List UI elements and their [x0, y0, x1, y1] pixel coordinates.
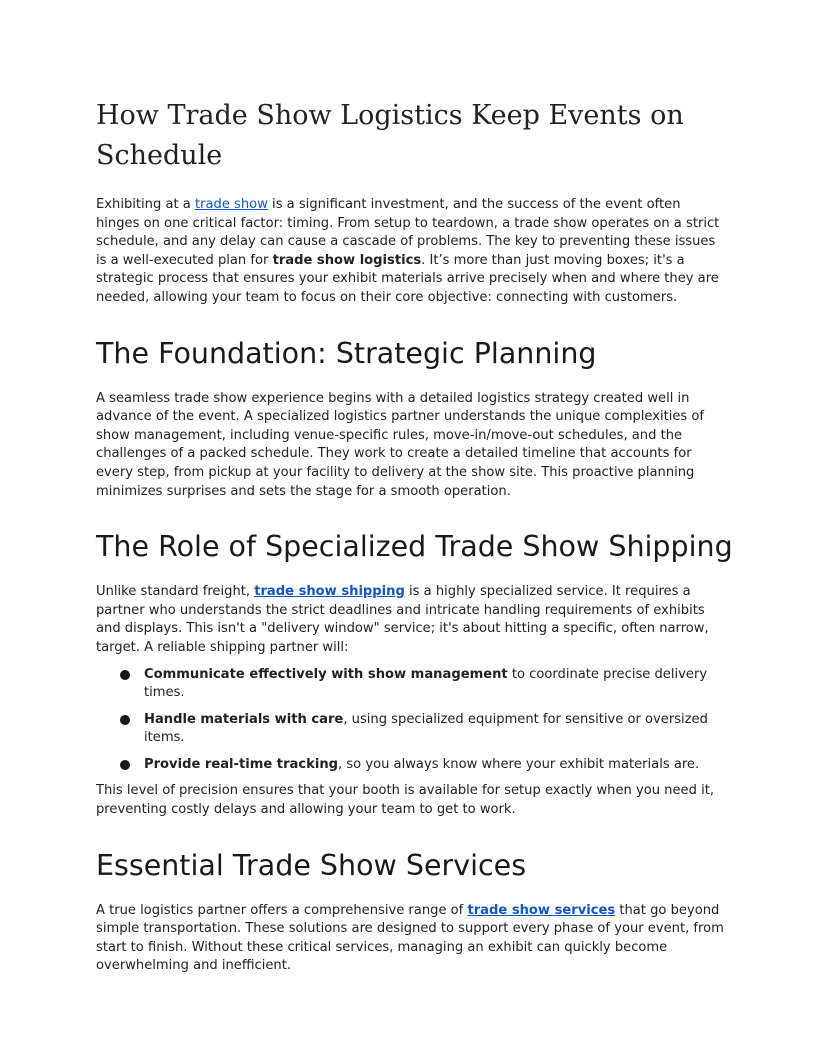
bullet-icon: [120, 715, 130, 725]
shipping-text-pre: Unlike standard freight,: [96, 584, 255, 600]
trade-show-shipping-link[interactable]: trade show shipping: [254, 584, 405, 600]
list-item-bold: Provide real-time tracking: [144, 756, 339, 772]
list-item-bold: Communicate effectively with show management: [144, 666, 508, 682]
bullet-icon: [120, 670, 130, 680]
section-planning-body: A seamless trade show experience begins with a detailed logistics strategy created well in advance of the event. A specialized logistics partner understands the unique complexities of show management, including venue-specific rules, move-in/move-out schedules, and the challenges of a packed schedule. They work to create a detailed timeline that accounts for every step, from pickup at your facility to delivery at the show site. This proactive planning minimizes surprises and sets the stage for a smooth operation.: [96, 390, 705, 499]
section-shipping-intro: [96, 583, 724, 657]
list-item-text: to coordinate precise delivery times.: [144, 666, 708, 701]
list-item-text: , using specialized equipment for sensitive or oversized items.: [144, 711, 708, 746]
section-shipping-outro: This level of precision ensures that your booth is available for setup exactly when you need it, preventing costly delays and allowing your team to get to work.: [96, 783, 715, 818]
trade-show-services-link[interactable]: trade show services: [467, 902, 616, 918]
intro-text-pre: Exhibiting at a: [96, 197, 195, 212]
page-title: How Trade Show Logistics Keep Events on Schedule: [96, 100, 684, 171]
list-item: [96, 756, 724, 775]
intro-text-post: . It’s more than just moving boxes; it's a strategic process that ensures your exhibit materials arrive precisely when and where they are needed, allowing your team to focus on their core objective: connecting with customers.: [96, 252, 719, 305]
shipping-partner-list: [96, 666, 724, 775]
bullet-icon: [120, 760, 130, 770]
intro-bold-term: trade show logistics: [272, 252, 422, 268]
list-item: [96, 666, 724, 703]
trade-show-link[interactable]: trade show: [194, 197, 268, 212]
services-text-pre: A true logistics partner offers a comprehensive range of: [96, 902, 468, 918]
list-item: [96, 711, 724, 748]
section-heading-shipping: The Role of Specialized Trade Show Shipping: [96, 530, 733, 564]
document-page: [96, 96, 733, 976]
intro-text-mid: is a significant investment, and the success of the event often hinges on one critical factor: timing. From setup to teardown, a trade show operates on a strict schedule, and any delay can cause a cascade of problems. The key to preventing these issues is a well-executed plan for: [96, 197, 720, 268]
list-item-text: , so you always know where your exhibit materials are.: [338, 756, 700, 772]
intro-paragraph: [96, 196, 724, 308]
section-services-body: [96, 902, 724, 976]
list-item-bold: Handle materials with care: [144, 711, 344, 727]
section-heading-services: Essential Trade Show Services: [96, 848, 527, 882]
services-text-post: that go beyond simple transportation. These solutions are designed to support every phase of your event, from start to finish. Without these critical services, managing an exhibit can quickly become overwhelming and inefficient.: [96, 902, 724, 974]
shipping-text-post: is a highly specialized service. It requires a partner who understands the strict deadlines and intricate handling requirements of exhibits and displays. This isn't a "delivery window" service; it's about hitting a specific, often narrow, target. A reliable shipping partner will:: [96, 584, 709, 655]
section-heading-planning: The Foundation: Strategic Planning: [96, 336, 597, 370]
